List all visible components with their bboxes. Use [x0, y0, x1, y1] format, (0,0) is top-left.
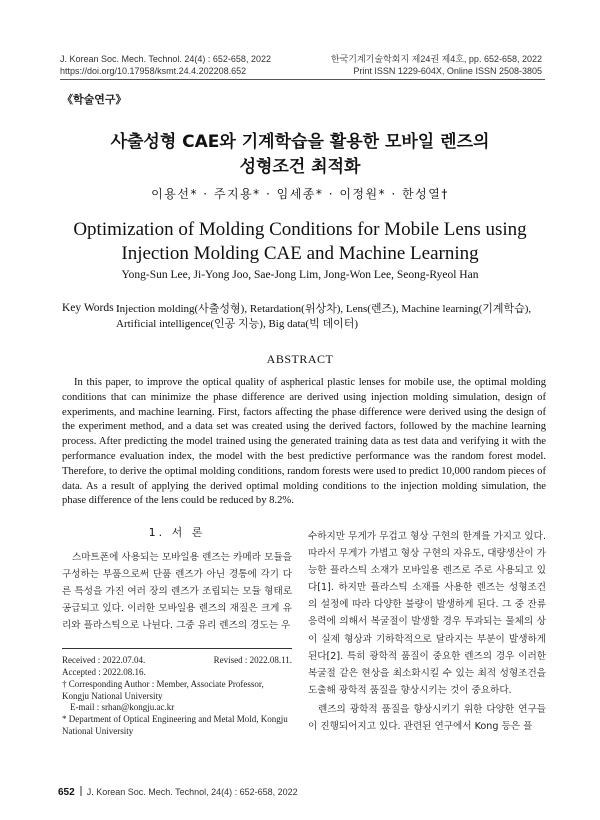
- running-header-right: [331, 53, 542, 77]
- page-footer: [58, 786, 298, 798]
- running-header-left: [60, 53, 271, 77]
- footer-divider: [80, 786, 82, 796]
- title-english: [0, 218, 600, 266]
- corresponding-author: † Corresponding Author : Member, Associate Professor, Kongju National University: [62, 679, 264, 701]
- corresponding-author-note: [62, 679, 292, 714]
- keywords-list: Injection molding(사출성형), Retardation(위상차), Lens(렌즈), Machine learning(기계학습), Artificial intelligence(인공 지능), Big data(빅 데이터): [116, 303, 532, 330]
- body-paragraph: 수하지만 무게가 무겁고 형상 구현의 한계를 가지고 있다. 따라서 무게가 가볍고 형상 구현의 자유도, 대량생산이 가능한 플라스틱 소재가 모바일용 렌즈로 주로 사용되고 있다[1]. 하지만 플라스틱 소재를 사용한 렌즈는 성형조건의 설정에 따라 다양한 불량이 발생하게 된다. 그 중 잔류응력에 의해서 복굴절이 발생할 경우 투과되는 물체의 상이 실제 형상과 기하학적으로 달라지는 부분이 발생하게 된다[2]. 특히 광학적 품질이 중요한 렌즈의 경우 이러한 복굴절 같은 현상을 최소화시킬 수 있는 최적 성형조건을 도출해 광학적 품질을 향상시키는 것이 중요하다.: [308, 531, 546, 696]
- body-column-right: [308, 528, 546, 735]
- footnote-rule: [62, 648, 292, 649]
- journal-citation-ko: 한국기계기술학회지 제24권 제4호, pp. 652-658, 2022: [330, 54, 542, 64]
- section-heading-introduction: 1. 서 론: [148, 526, 206, 539]
- abstract-body: In this paper, to improve the optical quality of aspherical plastic lenses for mobile use, the optimal molding conditions that can minimize the phase difference are derived using injection molding simulation, design of experiments, and machine learning. First, factors affecting the phase difference were derived using the design of the experiment method, and a data set was created using the derived factors, followed by the machine learning process. After predicting the model trained using the generated training data as test data and verifying it with the performance evaluation index, the model with the best predictive performance was the random forest model. Therefore, to derive the optimal molding conditions, random forests were used to predict 10,000 random pieces of data. As a result of applying the derived optimal molding conditions to the injection molding simulation, the phase difference of the lens could be reduced by 8.2%.: [62, 377, 546, 507]
- received-date: Received : 2022.07.04.: [62, 655, 146, 665]
- authors-english: Yong-Sun Lee, Ji-Yong Joo, Sae-Jong Lim, Jong-Won Lee, Seong-Ryeol Han: [121, 269, 479, 281]
- title-english-line1: Optimization of Molding Conditions for Mobile Lens using: [73, 219, 527, 240]
- footer-citation: J. Korean Soc. Mech. Technol, 24(4) : 652-658, 2022: [86, 787, 298, 797]
- page-number: 652: [58, 787, 75, 798]
- journal-citation: J. Korean Soc. Mech. Technol. 24(4) : 652-658, 2022: [60, 54, 271, 64]
- doi-link[interactable]: https://doi.org/10.17958/ksmt.24.4.202208.652: [60, 66, 247, 76]
- keywords-label: Key Words :: [62, 302, 120, 314]
- author-email[interactable]: E-mail : srhan@kongju.ac.kr: [70, 702, 175, 712]
- title-korean-line2: 성형조건 최적화: [239, 157, 361, 177]
- header-rule: [60, 79, 545, 80]
- authors-korean: 이용선* · 주지용* · 임세종* · 이정원* · 한성열†: [151, 187, 449, 201]
- abstract-heading: ABSTRACT: [266, 352, 334, 366]
- revised-date: Revised : 2022.08.11.: [213, 655, 292, 665]
- issn-info: Print ISSN 1229-604X, Online ISSN 2508-3805: [353, 66, 542, 76]
- department-affiliation: * Department of Optical Engineering and Metal Mold, Kongju National University: [62, 714, 288, 736]
- title-english-line2: Injection Molding CAE and Machine Learning: [121, 243, 479, 264]
- body-column-left: 스마트폰에 사용되는 모바일용 렌즈는 카메라 모듈을 구성하는 부품으로써 단품 렌즈가 아닌 경통에 각기 다른 특성을 가진 여러 장의 렌즈가 조립되는 모듈 형태로 공급되고 있다. 이러한 모바일용 렌즈의 재질은 크게 유리와 플라스틱으로 나뉜다. 그중 유리 렌즈의 경도는 우: [62, 552, 292, 632]
- article-category: 《학술연구》: [62, 93, 127, 106]
- title-korean: [0, 130, 600, 180]
- title-korean-line1: 사출성형 CAE와 기계학습을 활용한 모바일 렌즈의: [110, 132, 490, 152]
- accepted-date: Accepted : 2022.08.16.: [62, 667, 146, 677]
- received-dates: [62, 655, 292, 667]
- body-paragraph: 렌즈의 광학적 품질을 향상시키기 위한 다양한 연구들이 진행되어지고 있다. 관련된 연구에서 Kong 등은 플: [308, 703, 546, 733]
